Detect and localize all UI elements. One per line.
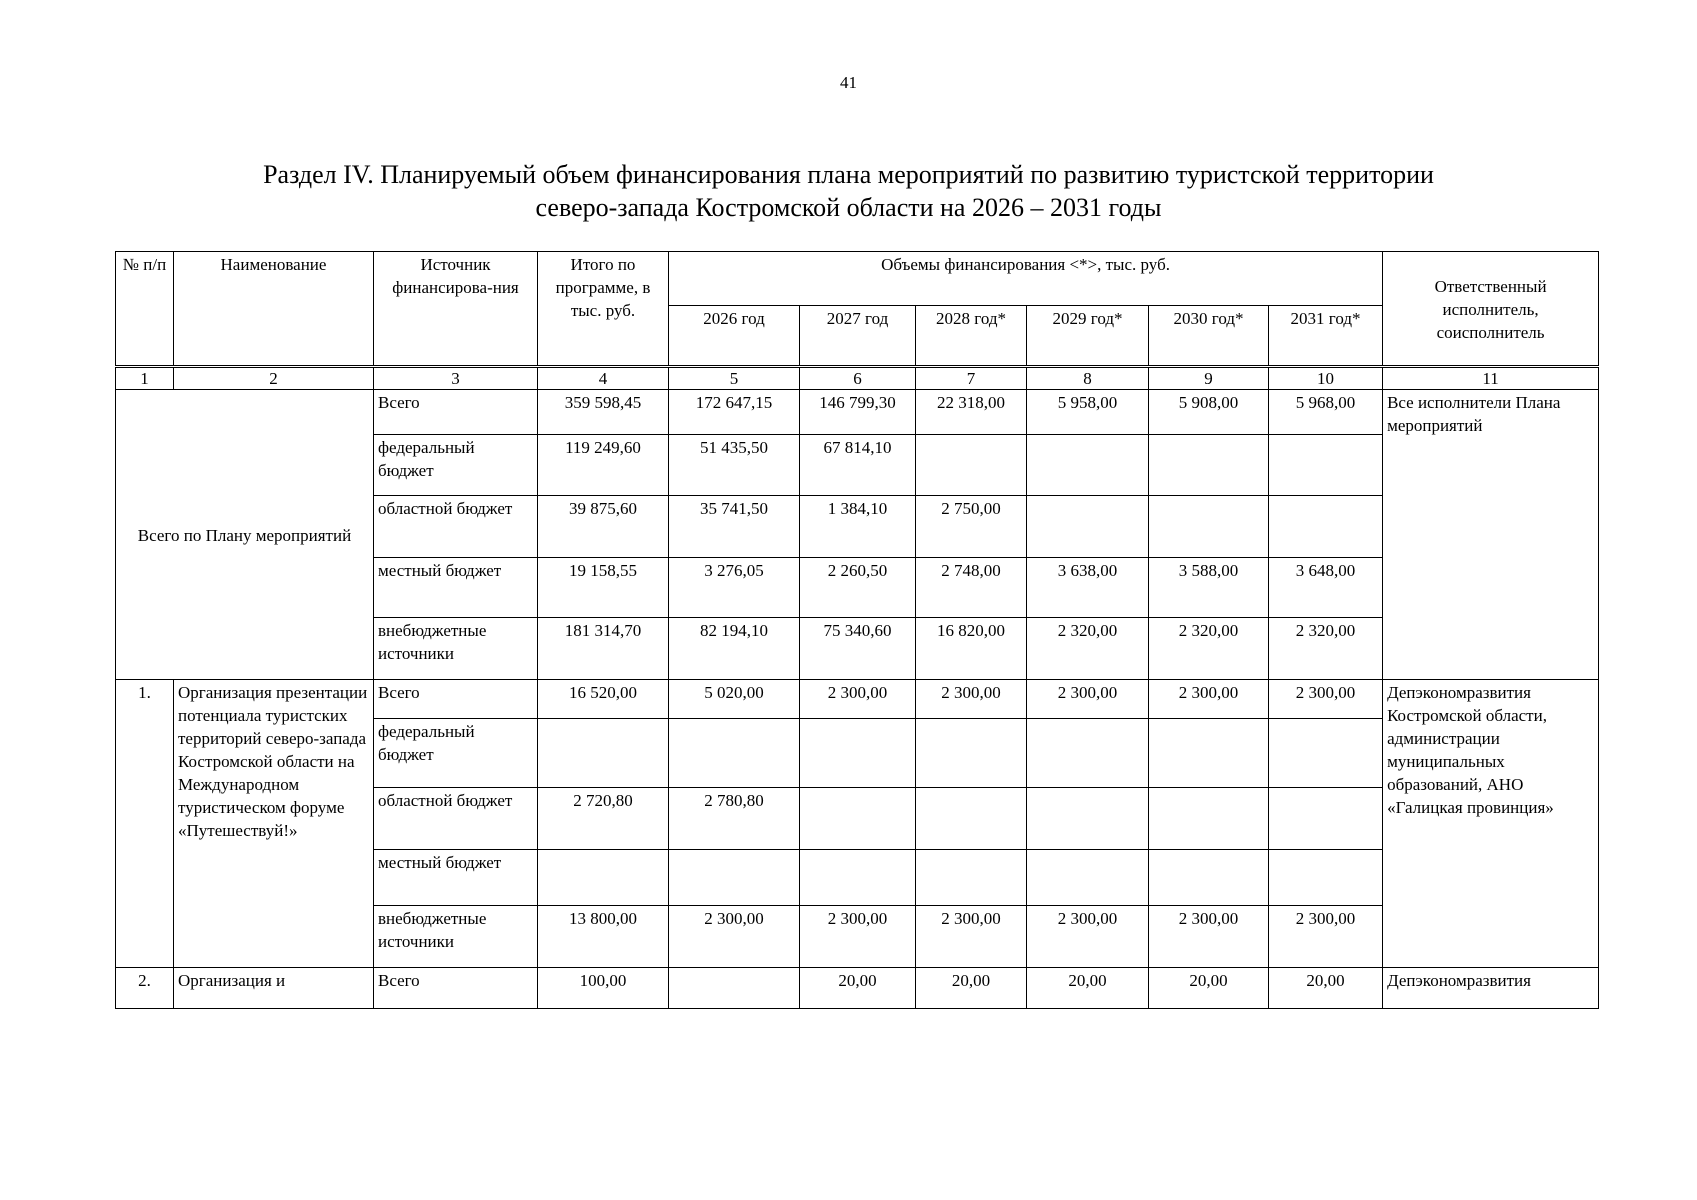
year-cell — [916, 850, 1027, 906]
year-cell: 2 750,00 — [916, 496, 1027, 558]
year-cell: 172 647,15 — [669, 390, 800, 435]
year-cell: 51 435,50 — [669, 435, 800, 496]
year-cell: 75 340,60 — [800, 618, 916, 680]
col-number: 2 — [174, 368, 374, 390]
total-block-responsible: Все исполнители Плана мероприятий — [1383, 390, 1599, 680]
col-number: 9 — [1149, 368, 1269, 390]
total-cell — [538, 850, 669, 906]
col-number: 11 — [1383, 368, 1599, 390]
year-cell — [800, 850, 916, 906]
header-source: Источник финансирова-ния — [374, 252, 538, 366]
year-cell: 2 300,00 — [1027, 680, 1149, 719]
year-cell — [1269, 496, 1383, 558]
header-year-2031: 2031 год* — [1269, 306, 1383, 366]
total-cell: 359 598,45 — [538, 390, 669, 435]
year-cell: 5 968,00 — [1269, 390, 1383, 435]
year-cell: 20,00 — [1269, 968, 1383, 1009]
header-year-2026: 2026 год — [669, 306, 800, 366]
item-1-responsible: Депэкономразвития Костромской области, администрации муниципальных образований, АНО «Галицкая провинция» — [1383, 680, 1599, 968]
item-1-num: 1. — [116, 680, 174, 968]
header-total: Итого по программе, в тыс. руб. — [538, 252, 669, 366]
year-cell: 2 300,00 — [916, 680, 1027, 719]
source-cell: областной бюджет — [374, 788, 538, 850]
section-title-line-2: северо-запада Костромской области на 2026 – 2031 годы — [535, 193, 1162, 222]
year-cell — [916, 788, 1027, 850]
year-cell: 20,00 — [916, 968, 1027, 1009]
year-cell: 20,00 — [1027, 968, 1149, 1009]
year-cell: 2 300,00 — [1149, 680, 1269, 719]
col-number: 1 — [116, 368, 174, 390]
year-cell: 16 820,00 — [916, 618, 1027, 680]
source-cell: федеральный бюджет — [374, 435, 538, 496]
year-cell: 22 318,00 — [916, 390, 1027, 435]
year-cell — [1027, 850, 1149, 906]
year-cell — [1269, 788, 1383, 850]
year-cell — [800, 788, 916, 850]
total-cell — [538, 719, 669, 788]
year-cell: 2 320,00 — [1149, 618, 1269, 680]
year-cell: 3 648,00 — [1269, 558, 1383, 618]
total-cell: 100,00 — [538, 968, 669, 1009]
year-cell: 5 020,00 — [669, 680, 800, 719]
section-title-line-1: Раздел IV. Планируемый объем финансирования плана мероприятий по развитию туристской территории — [263, 160, 1434, 189]
year-cell: 20,00 — [800, 968, 916, 1009]
year-cell: 3 638,00 — [1027, 558, 1149, 618]
year-cell — [1027, 496, 1149, 558]
table-row — [116, 968, 1599, 1009]
header-year-2027: 2027 год — [800, 306, 916, 366]
total-cell: 2 720,80 — [538, 788, 669, 850]
year-cell — [1149, 496, 1269, 558]
total-cell: 39 875,60 — [538, 496, 669, 558]
year-cell: 2 300,00 — [800, 906, 916, 968]
header-name: Наименование — [174, 252, 374, 366]
table-row — [116, 680, 1599, 719]
year-cell — [1149, 850, 1269, 906]
col-number: 5 — [669, 368, 800, 390]
table-row — [116, 390, 1599, 435]
col-number: 7 — [916, 368, 1027, 390]
year-cell — [1269, 850, 1383, 906]
header-year-2028: 2028 год* — [916, 306, 1027, 366]
year-cell — [1269, 719, 1383, 788]
page-number: 41 — [840, 73, 857, 92]
year-cell: 2 300,00 — [916, 906, 1027, 968]
year-cell: 1 384,10 — [800, 496, 916, 558]
col-number: 3 — [374, 368, 538, 390]
total-block-name: Всего по Плану мероприятий — [116, 390, 374, 680]
year-cell — [800, 719, 916, 788]
year-cell: 5 958,00 — [1027, 390, 1149, 435]
year-cell: 2 300,00 — [1027, 906, 1149, 968]
item-2-responsible: Депэкономразвития — [1383, 968, 1599, 1009]
year-cell: 2 300,00 — [1269, 680, 1383, 719]
year-cell: 3 588,00 — [1149, 558, 1269, 618]
year-cell — [669, 968, 800, 1009]
source-cell: Всего — [374, 968, 538, 1009]
year-cell: 35 741,50 — [669, 496, 800, 558]
total-cell: 181 314,70 — [538, 618, 669, 680]
header-year-2029: 2029 год* — [1027, 306, 1149, 366]
source-cell: внебюджетные источники — [374, 906, 538, 968]
year-cell — [1149, 719, 1269, 788]
header-num: № п/п — [116, 252, 174, 366]
header-responsible: Ответственный исполнитель, соисполнитель — [1383, 252, 1599, 366]
year-cell: 82 194,10 — [669, 618, 800, 680]
year-cell: 2 300,00 — [669, 906, 800, 968]
year-cell — [916, 719, 1027, 788]
year-cell: 2 320,00 — [1269, 618, 1383, 680]
year-cell — [1149, 788, 1269, 850]
col-number: 8 — [1027, 368, 1149, 390]
year-cell — [1149, 435, 1269, 496]
item-2-name: Организация и — [174, 968, 374, 1009]
year-cell — [669, 719, 800, 788]
total-cell: 13 800,00 — [538, 906, 669, 968]
year-cell — [1269, 435, 1383, 496]
year-cell: 3 276,05 — [669, 558, 800, 618]
year-cell: 20,00 — [1149, 968, 1269, 1009]
year-cell: 2 780,80 — [669, 788, 800, 850]
financing-table — [115, 251, 1599, 1009]
total-cell: 16 520,00 — [538, 680, 669, 719]
source-cell: областной бюджет — [374, 496, 538, 558]
year-cell — [1027, 719, 1149, 788]
header-volumes: Объемы финансирования <*>, тыс. руб. — [669, 252, 1383, 306]
year-cell — [1027, 788, 1149, 850]
source-cell: местный бюджет — [374, 850, 538, 906]
header-year-2030: 2030 год* — [1149, 306, 1269, 366]
total-cell: 19 158,55 — [538, 558, 669, 618]
year-cell — [1027, 435, 1149, 496]
total-cell: 119 249,60 — [538, 435, 669, 496]
year-cell — [669, 850, 800, 906]
source-cell: Всего — [374, 680, 538, 719]
source-cell: местный бюджет — [374, 558, 538, 618]
source-cell: Всего — [374, 390, 538, 435]
col-number: 10 — [1269, 368, 1383, 390]
year-cell: 2 300,00 — [1149, 906, 1269, 968]
year-cell: 5 908,00 — [1149, 390, 1269, 435]
year-cell: 2 300,00 — [800, 680, 916, 719]
year-cell — [916, 435, 1027, 496]
item-1-name: Организация презентации потенциала туристских территорий северо-запада Костромской области на Международном туристическом форуме «Путешествуй!» — [174, 680, 374, 968]
year-cell: 146 799,30 — [800, 390, 916, 435]
col-number: 4 — [538, 368, 669, 390]
col-number: 6 — [800, 368, 916, 390]
source-cell: внебюджетные источники — [374, 618, 538, 680]
source-cell: федеральный бюджет — [374, 719, 538, 788]
column-number-row — [116, 368, 1599, 390]
year-cell: 2 320,00 — [1027, 618, 1149, 680]
item-2-num: 2. — [116, 968, 174, 1009]
year-cell: 2 260,50 — [800, 558, 916, 618]
year-cell: 2 748,00 — [916, 558, 1027, 618]
year-cell: 67 814,10 — [800, 435, 916, 496]
year-cell: 2 300,00 — [1269, 906, 1383, 968]
section-title — [115, 158, 1582, 224]
